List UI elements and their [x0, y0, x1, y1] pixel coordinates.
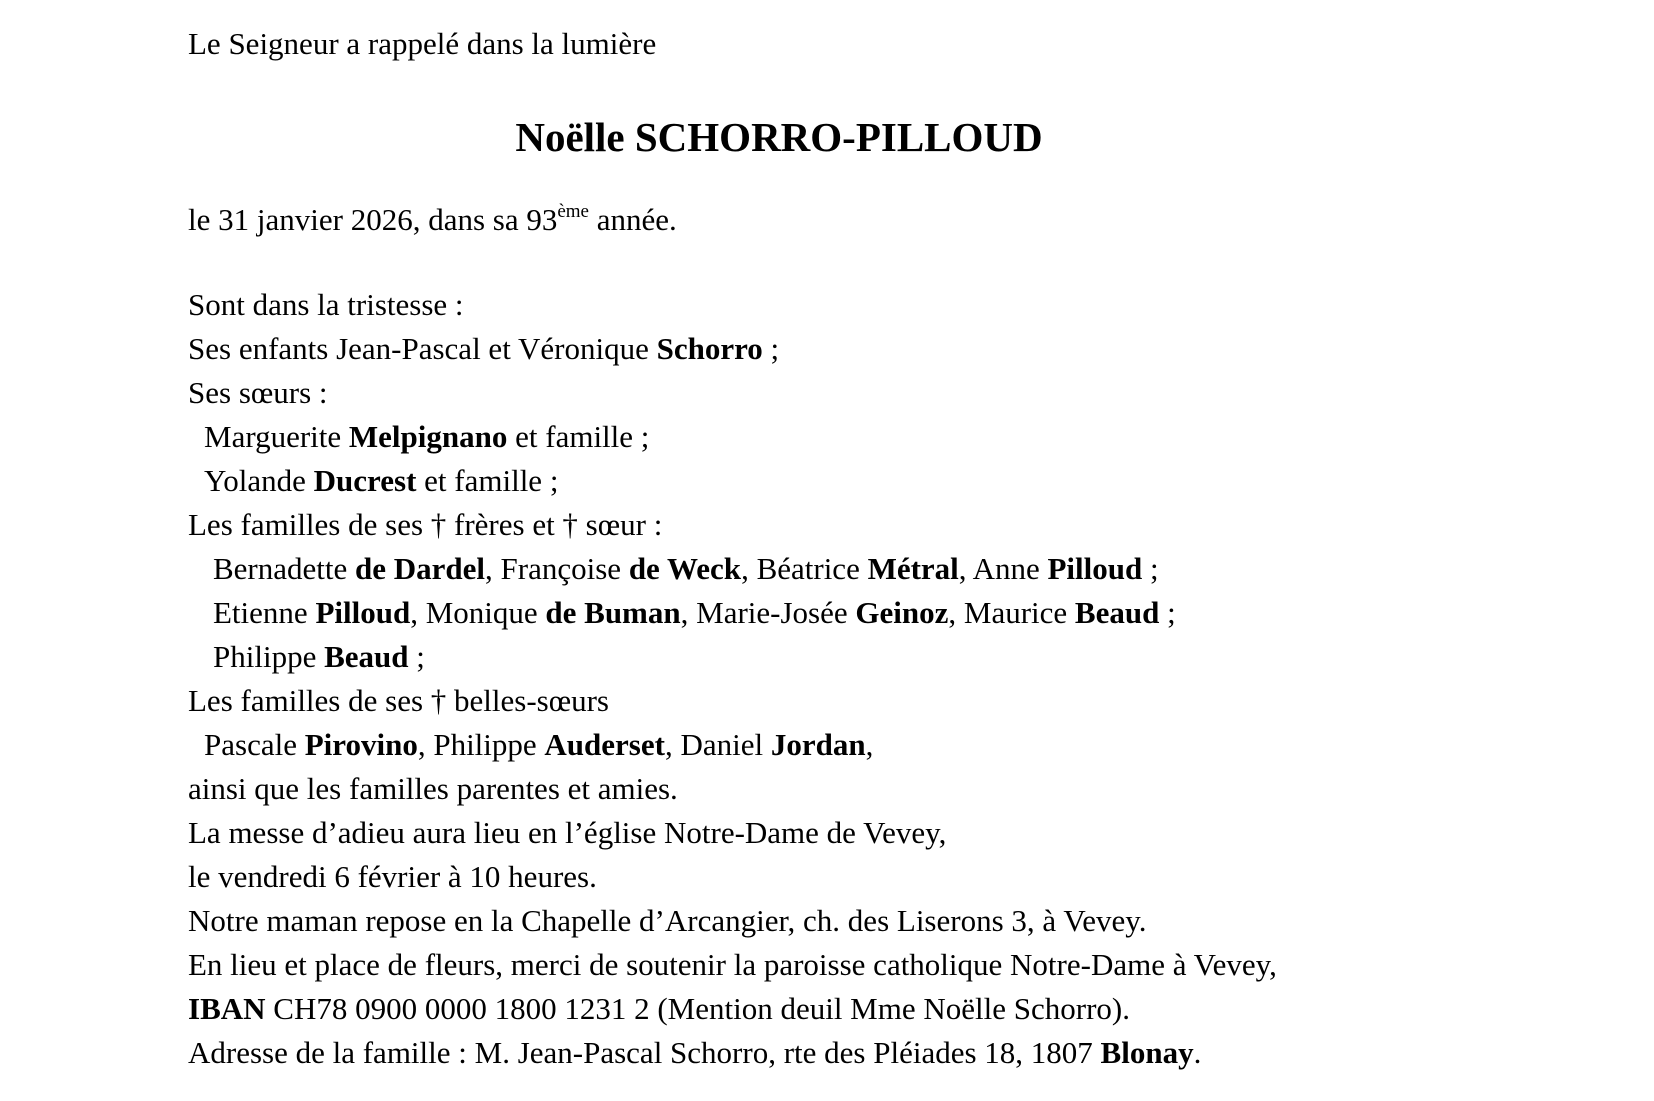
text-line	[188, 767, 1370, 811]
text-segment: IBAN	[188, 991, 266, 1026]
text-line	[188, 1031, 1370, 1075]
date-text-before: le 31 janvier 2026, dans sa 93	[188, 202, 558, 237]
text-segment: Geinoz	[855, 595, 949, 630]
text-segment: Melpignano	[348, 419, 508, 454]
text-segment: Pirovino	[304, 727, 418, 762]
text-segment: de Dardel	[355, 551, 486, 586]
text-line	[188, 415, 1370, 459]
text-segment: de Weck	[628, 551, 742, 586]
obituary-body	[188, 283, 1370, 1075]
text-segment: La messe d’adieu aura lieu en l’église Notre-Dame de Vevey,	[188, 815, 947, 850]
text-segment: , Marie-Josée	[680, 595, 856, 630]
text-segment: , Monique	[410, 595, 546, 630]
text-segment: , Philippe	[417, 727, 545, 762]
text-segment: Métral	[867, 551, 959, 586]
age-superscript: ème	[557, 201, 589, 222]
text-line	[188, 459, 1370, 503]
text-line	[188, 855, 1370, 899]
text-segment: Notre maman repose en la Chapelle d’Arcangier, ch. des Liserons 3, à Vevey.	[188, 903, 1147, 938]
text-segment: le vendredi 6 février à 10 heures.	[188, 859, 597, 894]
text-segment: Beaud	[324, 639, 409, 674]
text-segment: ainsi que les familles parentes et amies.	[188, 771, 678, 806]
obituary-content	[188, 22, 1370, 1075]
text-segment: Les familles de ses † frères et † sœur :	[188, 507, 663, 542]
text-segment: Ses sœurs :	[188, 375, 328, 410]
text-line	[188, 811, 1370, 855]
text-segment: de Buman	[545, 595, 681, 630]
date-text-after: année.	[589, 202, 677, 237]
text-line	[188, 283, 1370, 327]
text-segment: Ducrest	[313, 463, 417, 498]
text-line	[188, 503, 1370, 547]
text-segment: ;	[1159, 595, 1176, 630]
text-line	[188, 547, 1370, 591]
text-segment: Yolande	[204, 463, 314, 498]
text-segment: Beaud	[1074, 595, 1160, 630]
date-line	[188, 198, 1370, 247]
text-line	[188, 635, 1370, 679]
deceased-name-title: Noëlle SCHORRO-PILLOUD	[515, 114, 1043, 160]
text-segment: Pilloud	[1047, 551, 1143, 586]
text-segment: Schorro	[656, 331, 763, 366]
text-segment: et famille ;	[416, 463, 559, 498]
text-segment: .	[1193, 1035, 1202, 1070]
text-line	[188, 987, 1370, 1031]
text-segment: Adresse de la famille : M. Jean-Pascal Schorro, rte des Pléiades 18, 1807	[188, 1035, 1101, 1070]
text-segment: Philippe	[213, 639, 325, 674]
text-line	[188, 327, 1370, 371]
text-segment: ,	[865, 727, 874, 762]
text-segment: Pilloud	[315, 595, 411, 630]
text-segment: ;	[408, 639, 425, 674]
text-segment: Pascale	[204, 727, 305, 762]
text-line	[188, 943, 1370, 987]
text-segment: Bernadette	[213, 551, 356, 586]
text-segment: Sont dans la tristesse :	[188, 287, 464, 322]
text-segment: Les familles de ses † belles-sœurs	[188, 683, 609, 718]
intro-line: Le Seigneur a rappelé dans la lumière	[188, 26, 657, 61]
text-segment: CH78 0900 0000 1800 1231 2 (Mention deuil Mme Noëlle Schorro).	[265, 991, 1130, 1026]
text-segment: Jordan	[770, 727, 866, 762]
text-segment: , Anne	[958, 551, 1048, 586]
text-segment: Etienne	[213, 595, 316, 630]
text-segment: , Daniel	[664, 727, 771, 762]
text-segment: ;	[762, 331, 780, 366]
text-segment: , Béatrice	[741, 551, 868, 586]
text-segment: , Françoise	[485, 551, 629, 586]
text-segment: , Maurice	[948, 595, 1075, 630]
text-segment: En lieu et place de fleurs, merci de soutenir la paroisse catholique Notre-Dame à Vevey,	[188, 947, 1277, 982]
text-segment: et famille ;	[507, 419, 650, 454]
text-line	[188, 723, 1370, 767]
text-segment: Auderset	[544, 727, 665, 762]
text-segment: Marguerite	[204, 419, 349, 454]
text-line	[188, 371, 1370, 415]
text-segment: Ses enfants Jean-Pascal et Véronique	[188, 331, 657, 366]
text-segment: Blonay	[1100, 1035, 1194, 1070]
text-line	[188, 899, 1370, 943]
text-line	[188, 591, 1370, 635]
text-line	[188, 679, 1370, 723]
text-segment: ;	[1142, 551, 1159, 586]
